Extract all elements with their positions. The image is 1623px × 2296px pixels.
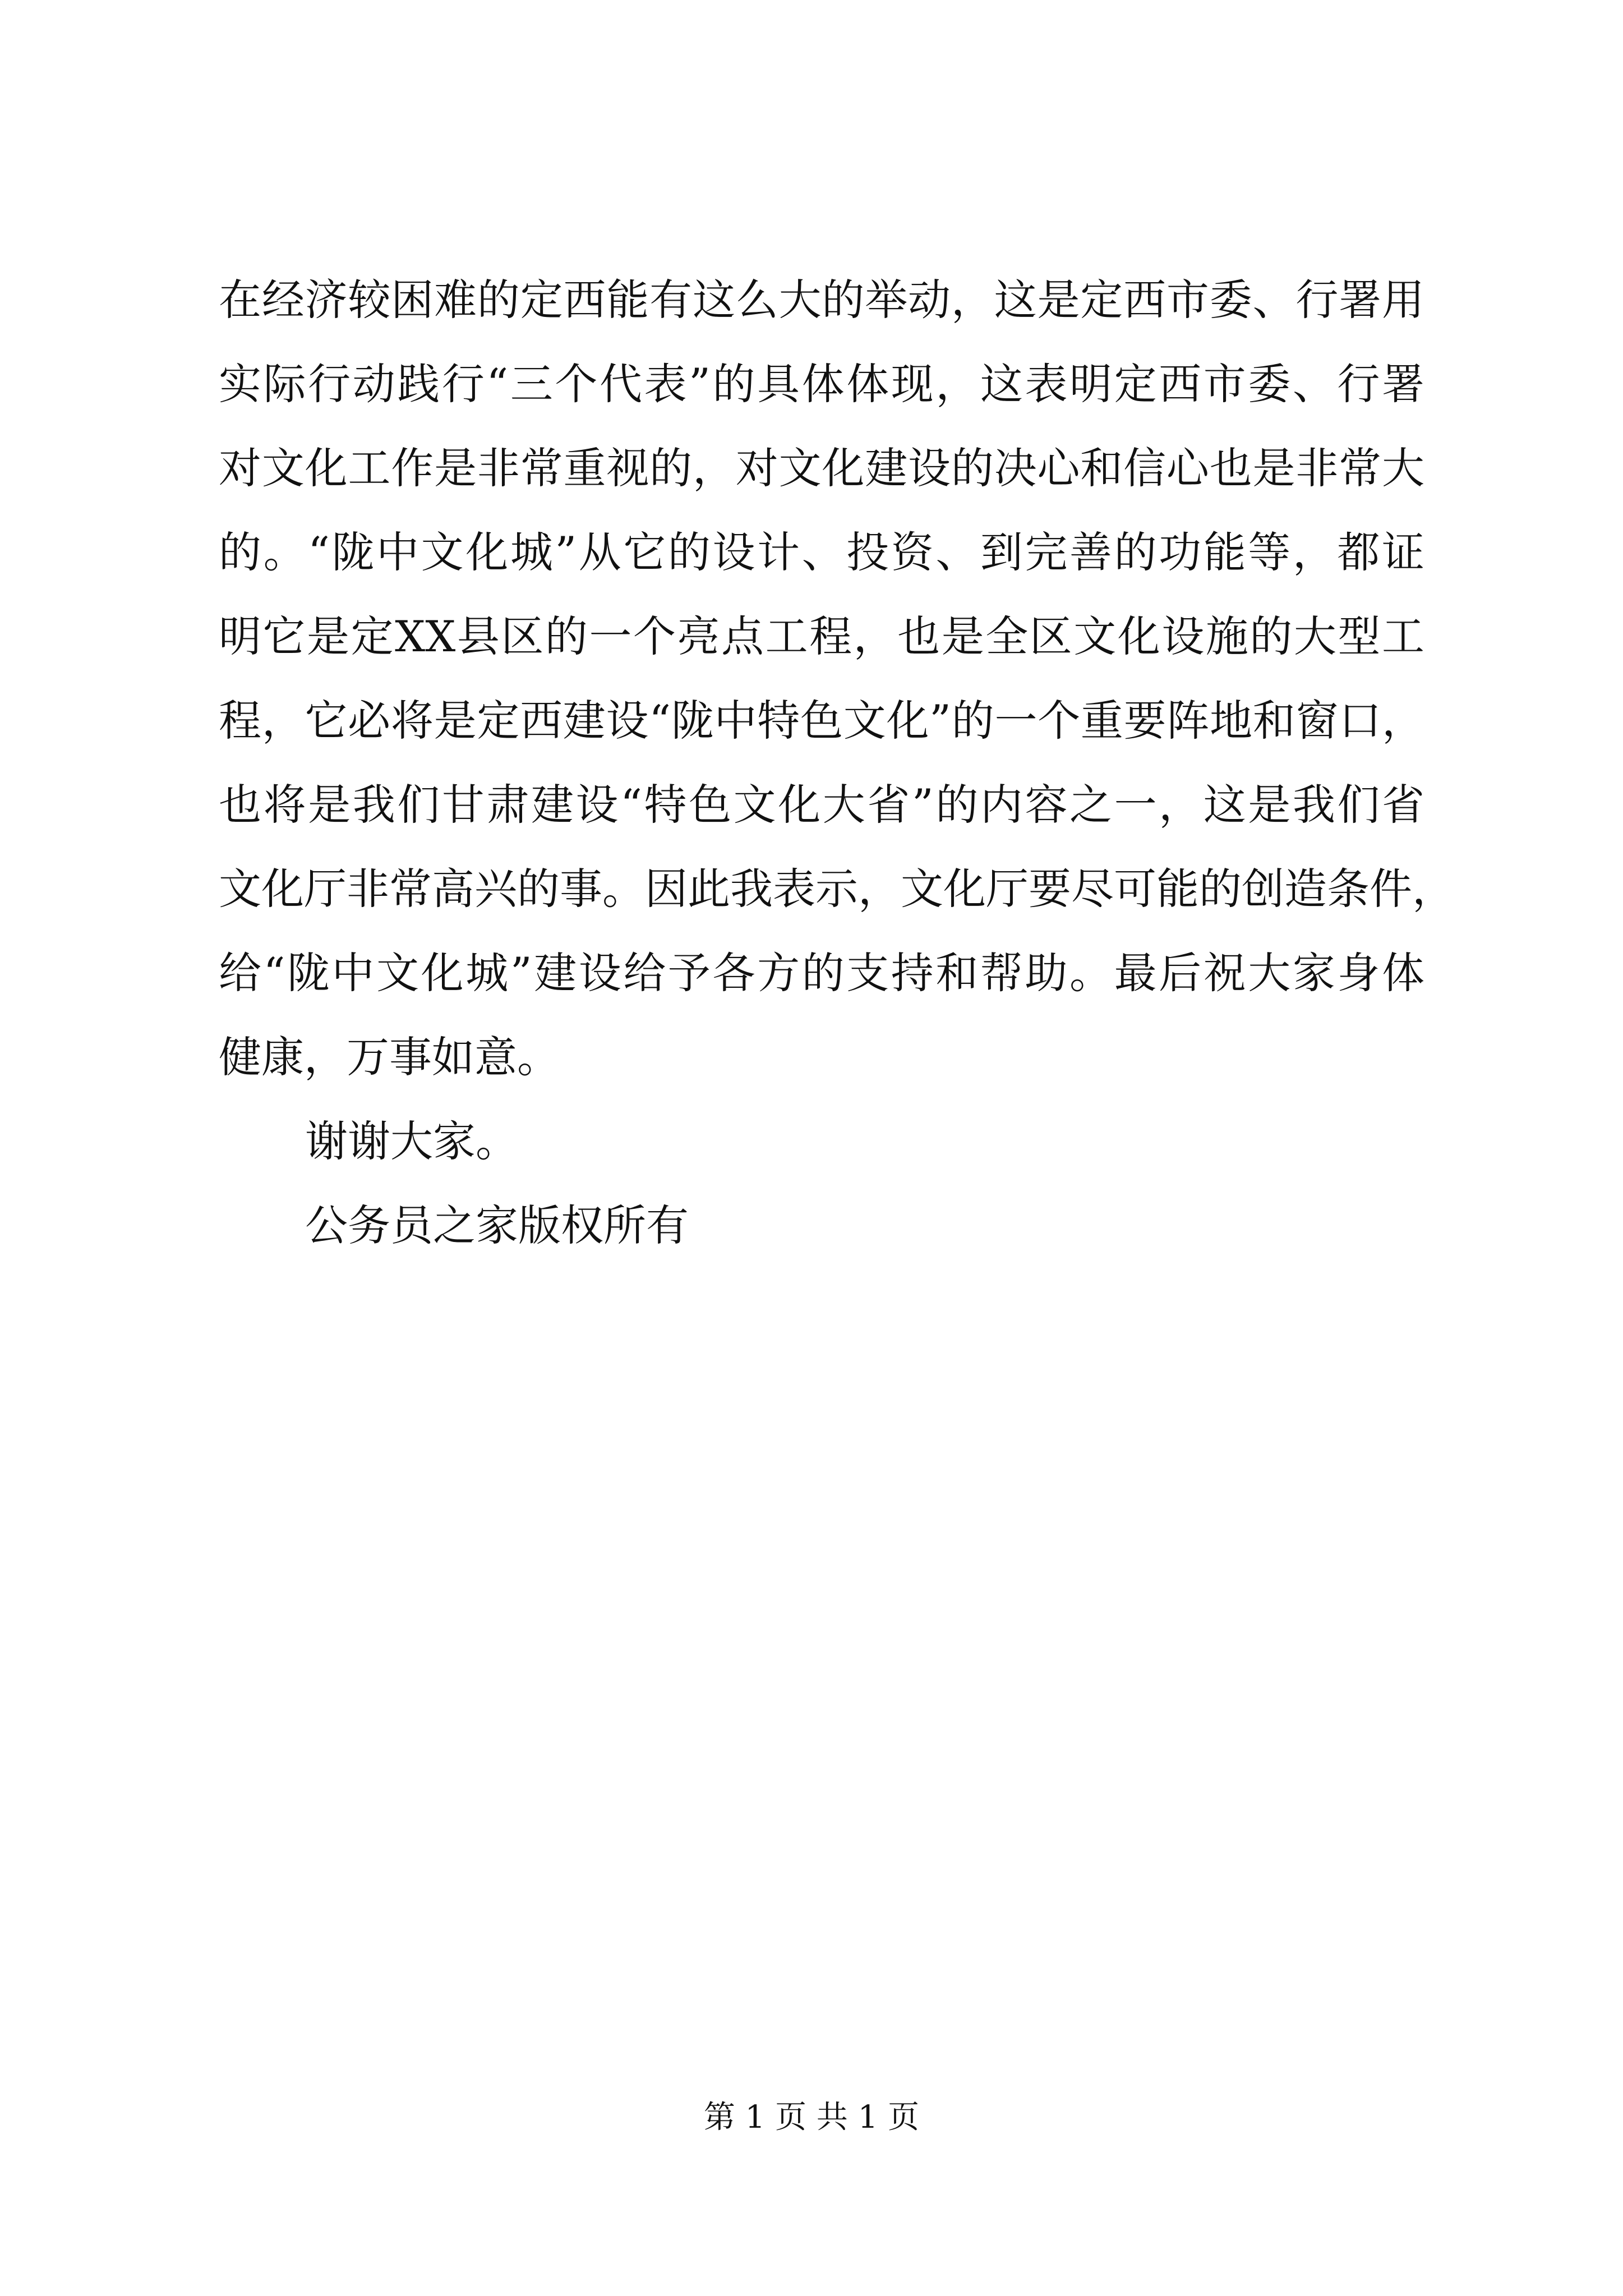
paragraph-line: 在经济较困难的定西能有这么大的举动，这是定西市委、行署用	[219, 275, 1424, 325]
paragraph-line: 的。“陇中文化城”从它的设计、投资、到完善的功能等，都证	[219, 527, 1424, 577]
paragraph-line: 对文化工作是非常重视的，对文化建设的决心和信心也是非常大	[219, 443, 1424, 493]
paragraph-line: 明它是定XX县区的一个亮点工程，也是全区文化设施的大型工	[219, 611, 1424, 661]
paragraph-line: 文化厅非常高兴的事。因此我表示，文化厅要尽可能的创造条件，	[219, 864, 1455, 914]
closing-line: 谢谢大家。	[305, 1116, 518, 1166]
copyright-line: 公务员之家版权所有	[305, 1200, 689, 1250]
page-indicator: 第 1 页 共 1 页	[703, 2099, 920, 2136]
paragraph-line: 健康，万事如意。	[219, 1032, 560, 1082]
body-text	[219, 258, 1455, 1268]
paragraph-line: 实际行动践行“三个代表”的具体体现，这表明定西市委、行署	[219, 359, 1424, 409]
paragraph-line: 程，它必将是定西建设“陇中特色文化”的一个重要阵地和窗口，	[219, 696, 1424, 746]
paragraph-line: 给“陇中文化城”建设给予各方的支持和帮助。最后祝大家身体	[219, 948, 1424, 998]
page-footer	[0, 2095, 1623, 2140]
paragraph-line: 也将是我们甘肃建设“特色文化大省”的内容之一，这是我们省	[219, 780, 1424, 830]
